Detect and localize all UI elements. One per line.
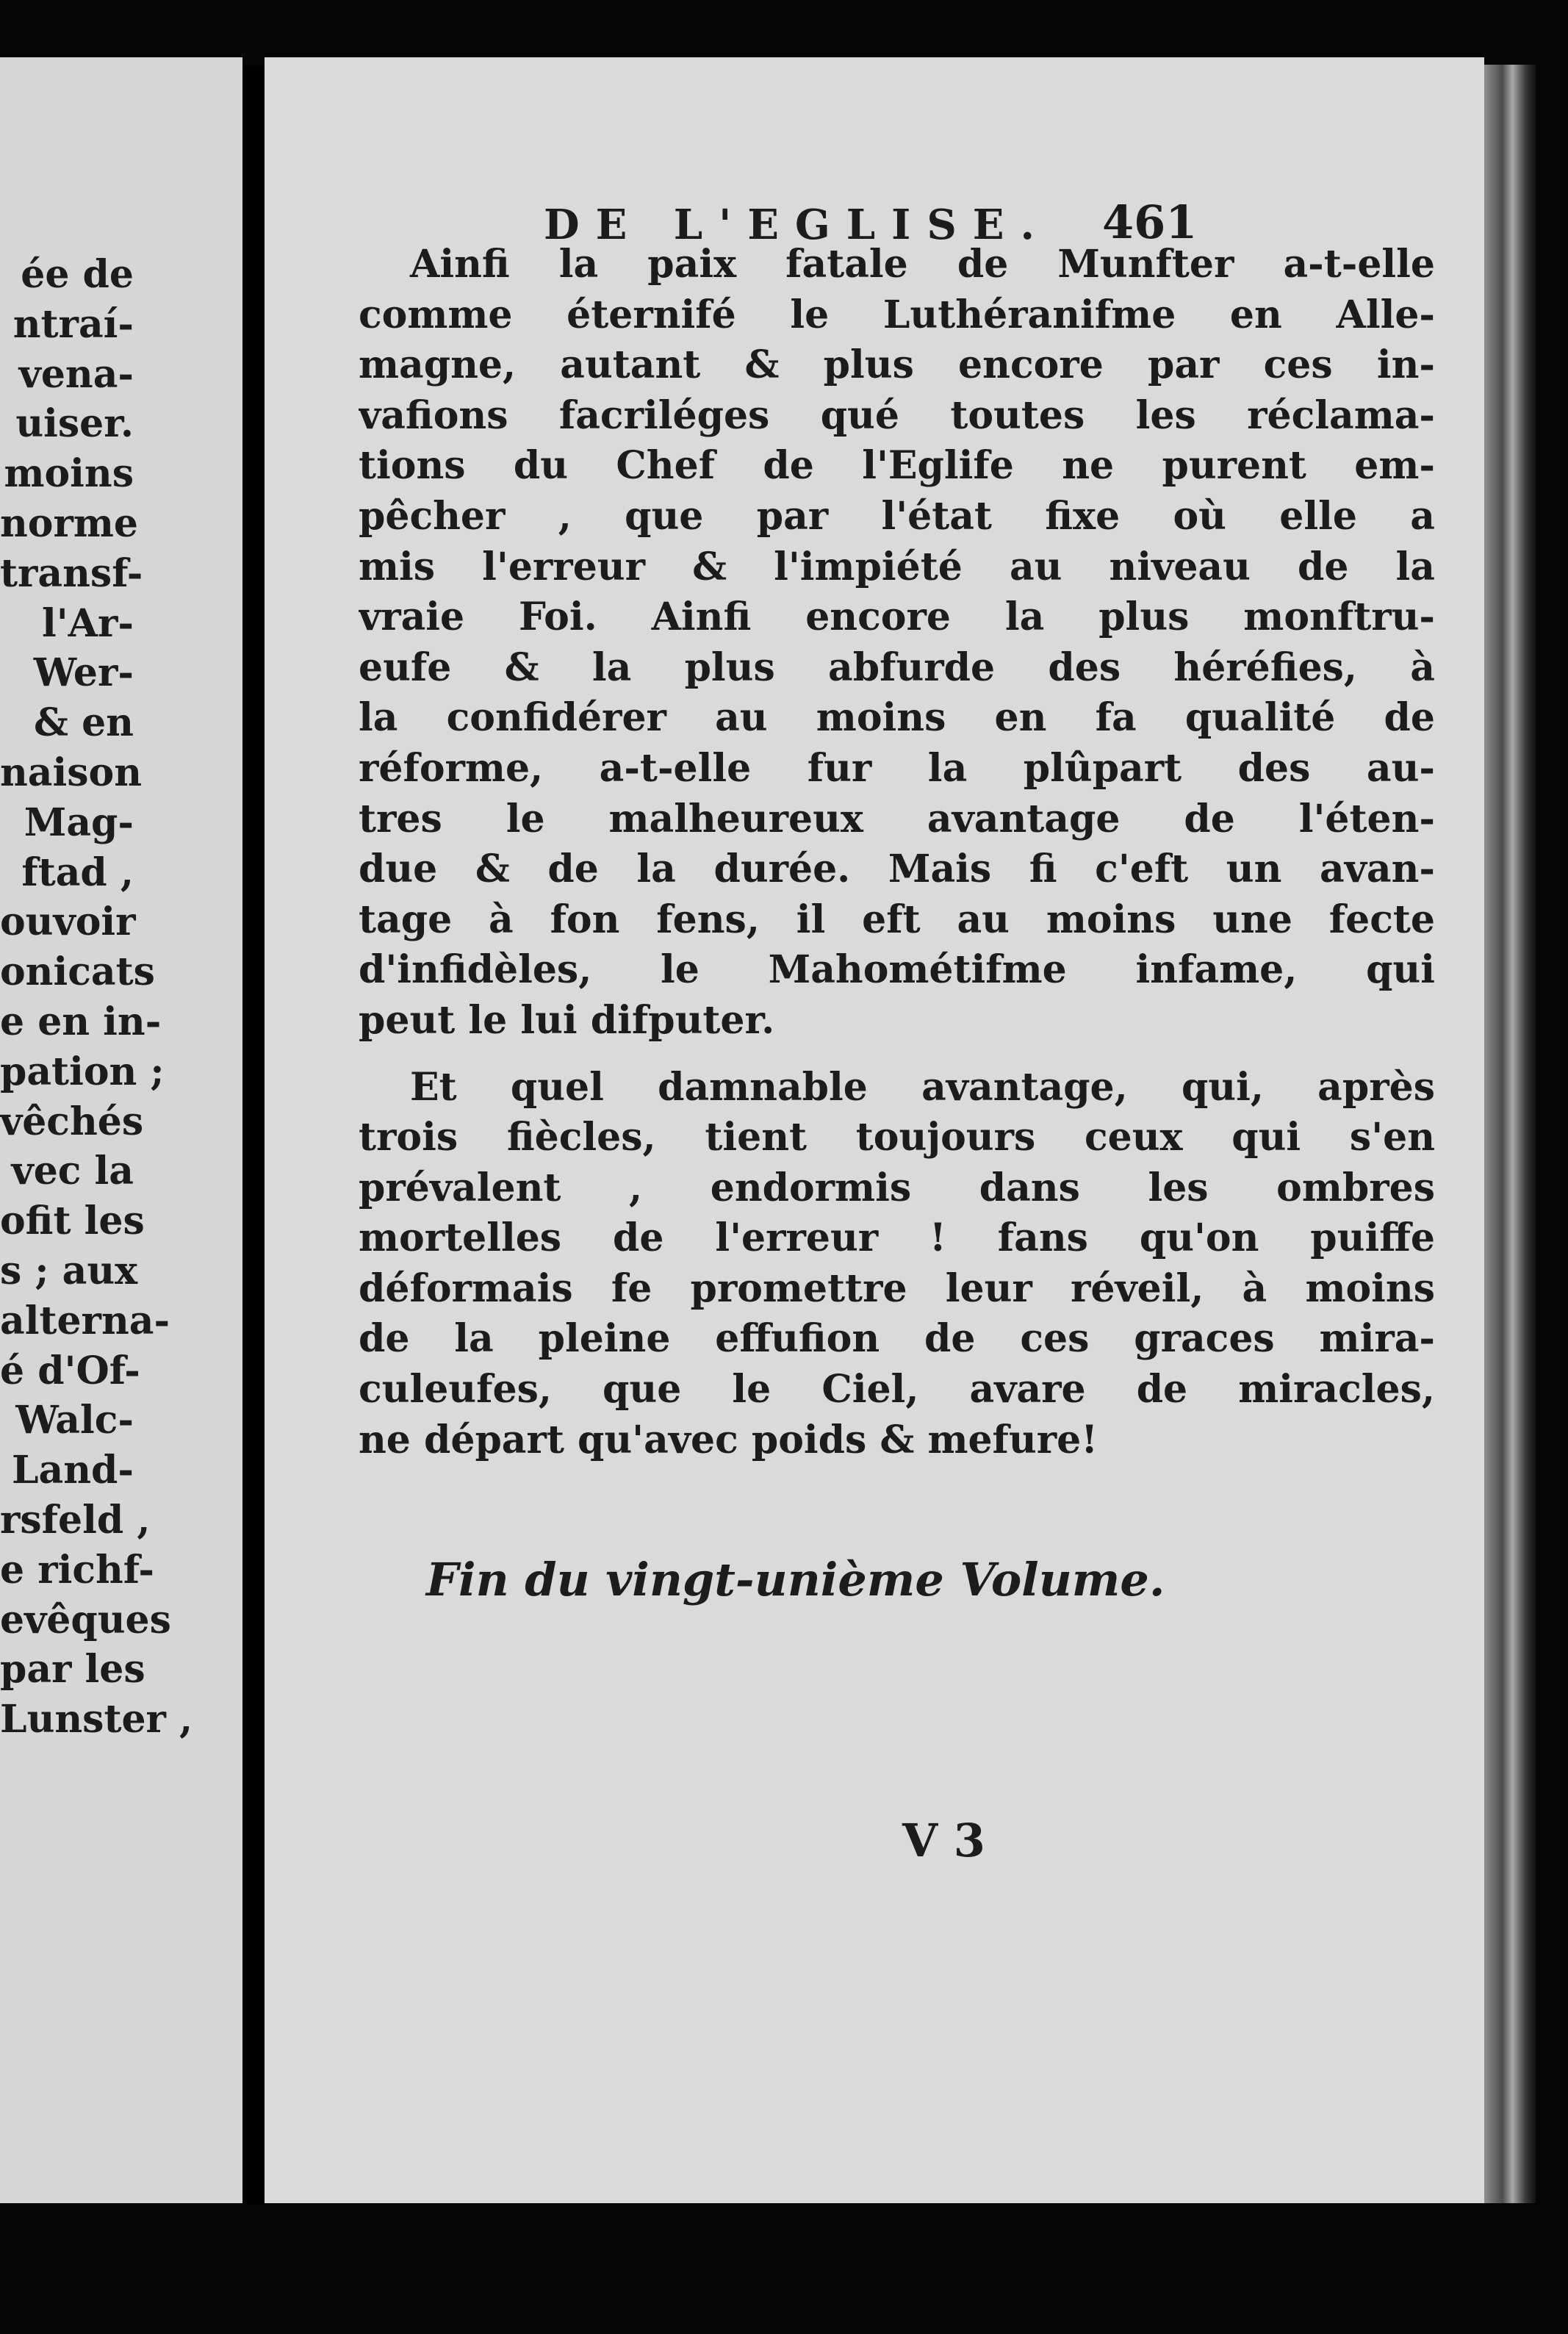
text-line: déformais fe promettre leur réveil, à moins bbox=[359, 1265, 1435, 1311]
text-line: mortelles de l'erreur ! fans qu'on puiffe bbox=[359, 1216, 1435, 1261]
text-line: réforme, a-t-elle fur la plûpart des au- bbox=[359, 745, 1435, 791]
paragraph-break bbox=[359, 1046, 1435, 1063]
text-line: magne, autant & plus encore par ces in- bbox=[359, 342, 1435, 388]
text-line: tage à fon fens, il eft au moins une fecte bbox=[359, 897, 1435, 942]
text-line: transf- bbox=[0, 550, 143, 596]
text-line: d'infidèles, le Mahométifme infame, qui bbox=[359, 947, 1435, 993]
text-line: par les bbox=[0, 1647, 145, 1692]
text-line: Ainfi la paix fatale de Munfter a-t-elle bbox=[410, 242, 1435, 287]
paragraph bbox=[359, 1063, 1435, 1466]
text-line: Mag- bbox=[24, 800, 134, 845]
text-line: l'Ar- bbox=[42, 600, 134, 646]
text-line: alterna- bbox=[0, 1298, 170, 1343]
text-line: Land- bbox=[11, 1448, 134, 1493]
text-line: ofit les bbox=[0, 1199, 145, 1244]
text-line: pêcher , que par l'état fixe où elle a bbox=[359, 493, 1435, 539]
running-head: DE L'EGLISE. bbox=[544, 201, 1051, 249]
text-line: uiser. bbox=[15, 401, 134, 447]
right-page bbox=[265, 57, 1484, 2203]
book-gutter bbox=[242, 66, 265, 2205]
text-line: moins bbox=[4, 451, 134, 497]
text-line: Walc- bbox=[15, 1398, 134, 1443]
text-line: tres le malheureux avantage de l'éten- bbox=[359, 796, 1435, 841]
text-line: vraie Foi. Ainfi encore la plus monftru- bbox=[359, 595, 1435, 640]
text-line: s ; aux bbox=[0, 1248, 138, 1293]
text-line: vec la bbox=[11, 1149, 134, 1194]
text-line: ée de bbox=[21, 252, 134, 297]
text-line: e richf- bbox=[0, 1547, 154, 1592]
text-line: vafions facriléges qué toutes les réclama- bbox=[359, 392, 1435, 438]
text-line: mis l'erreur & l'impiété au niveau de la bbox=[359, 544, 1435, 589]
text-line: naison bbox=[0, 750, 143, 795]
text-line: vena- bbox=[18, 351, 134, 397]
text-line: norme bbox=[0, 500, 138, 546]
text-line: due & de la durée. Mais fi c'eft un avan- bbox=[359, 847, 1435, 892]
body-text bbox=[359, 240, 1435, 1465]
text-line: prévalent , endormis dans les ombres bbox=[359, 1165, 1435, 1210]
text-line: Lunster , bbox=[0, 1697, 193, 1742]
left-page bbox=[0, 57, 242, 2203]
text-line: peut le lui difputer. bbox=[359, 997, 775, 1043]
colophon: Fin du vingt-unième Volume. bbox=[426, 1553, 1165, 1606]
text-line: trois fiècles, tient toujours ceux qui s'en bbox=[359, 1115, 1435, 1160]
text-line: pation ; bbox=[0, 1049, 165, 1094]
text-line: eufe & la plus abfurde des héréfies, à bbox=[359, 644, 1435, 690]
text-line: ntraí- bbox=[12, 301, 134, 347]
paragraph bbox=[359, 240, 1435, 1046]
text-line: e en in- bbox=[0, 999, 162, 1044]
text-line: tions du Chef de l'Eglife ne purent em- bbox=[359, 443, 1435, 489]
text-line: ouvoir bbox=[0, 900, 136, 945]
text-line: evêques bbox=[0, 1597, 171, 1642]
text-line: vêchés bbox=[0, 1099, 144, 1144]
text-line: & en bbox=[34, 700, 134, 746]
text-line: é d'Of- bbox=[0, 1348, 140, 1393]
text-line: ne départ qu'avec poids & mefure! bbox=[359, 1417, 1098, 1462]
signature-mark: V 3 bbox=[902, 1814, 985, 1867]
text-line: comme éternifé le Luthéranifme en Alle- bbox=[359, 292, 1435, 337]
page-edge bbox=[1484, 65, 1536, 2203]
text-line: culeufes, que le Ciel, avare de miracles, bbox=[359, 1367, 1435, 1412]
left-page-text-fragments bbox=[0, 250, 193, 1745]
text-line: onicats bbox=[0, 949, 155, 995]
text-line: ftad , bbox=[21, 850, 134, 895]
text-line: de la pleine effufion de ces graces mira- bbox=[359, 1316, 1435, 1362]
page-number: 461 bbox=[1102, 195, 1198, 249]
text-line: rsfeld , bbox=[0, 1497, 151, 1543]
text-line: Et quel damnable avantage, qui, après bbox=[410, 1064, 1435, 1110]
text-line: la confidérer au moins en fa qualité de bbox=[359, 695, 1435, 741]
text-line: Wer- bbox=[33, 650, 134, 696]
